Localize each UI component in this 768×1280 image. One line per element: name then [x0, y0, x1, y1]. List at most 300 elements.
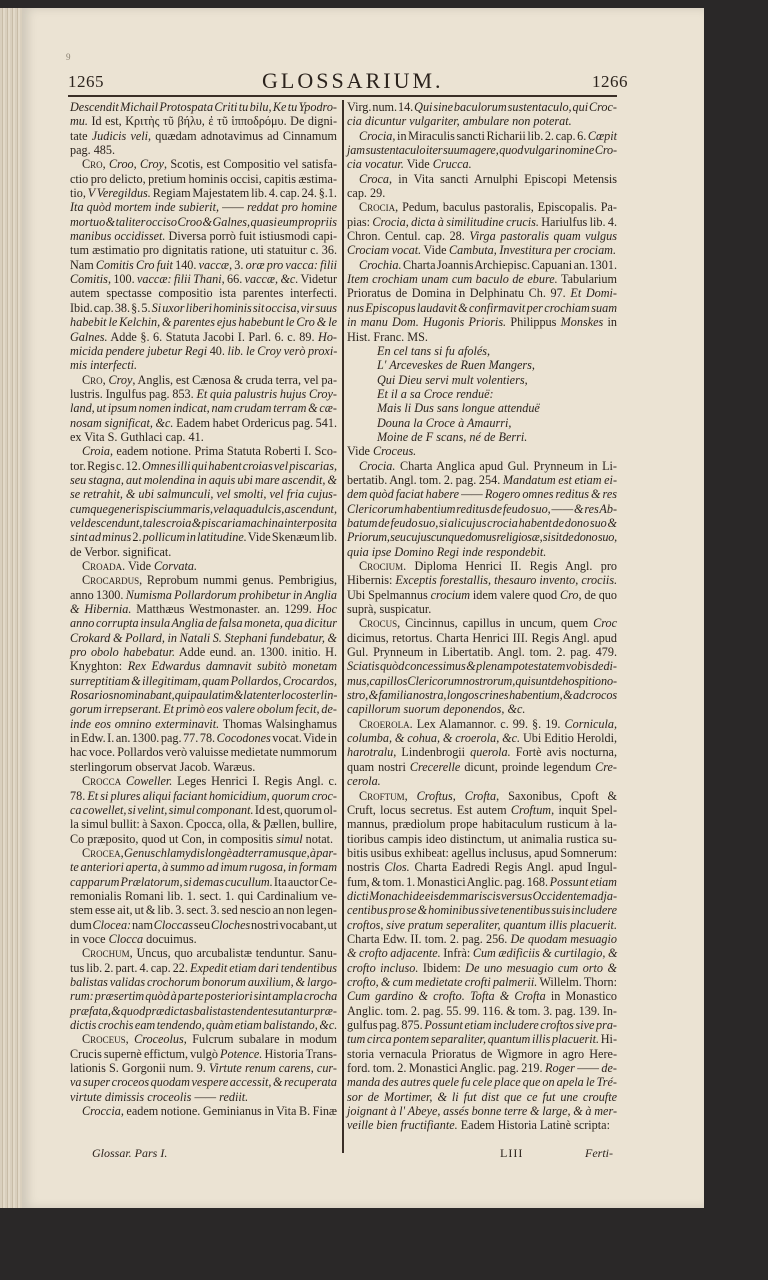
text-line: [347, 272, 617, 286]
italic-text: capparum Prælatorum, si demas cucullum.: [70, 874, 273, 889]
roman-text: Id est, quorum ol-: [253, 802, 337, 817]
roman-text: Co præposito, quod ut Con, in compositis: [70, 831, 277, 846]
italic-text: vaccæ, &c.: [244, 272, 299, 287]
text-line: [70, 387, 337, 401]
italic-text: vaccæ: [198, 257, 230, 272]
italic-text: Clocca: [108, 931, 144, 946]
text-line: [347, 129, 617, 143]
text-line: [347, 1032, 617, 1046]
text-line: [70, 803, 337, 817]
text-line: [347, 258, 617, 272]
text-line: [347, 401, 617, 415]
italic-text: Croca: [359, 171, 390, 186]
italic-text: Cocodones: [216, 731, 271, 746]
roman-text: in Edw. I. an. 1300. pag. 77. 78.: [70, 731, 217, 746]
roman-text: storia vernacula Prioratus de Wigmore in agro Here-: [347, 1046, 617, 1061]
italic-text: oræ pro vacca: filii: [245, 257, 337, 272]
italic-text: Omnes illi qui habent croias vel piscarias,: [141, 458, 337, 473]
italic-text: joignant à l' Abeye, assés bonne terre & large, & à mer-: [347, 1104, 617, 1119]
text-line: [347, 444, 617, 458]
text-line: [70, 645, 337, 659]
italic-text: Et quia palustris hujus Croy-: [196, 386, 337, 401]
italic-text: sint ad minus: [70, 530, 132, 545]
italic-text: dem quòd faciat habere —— Rogero omnes reditus & res: [347, 487, 617, 502]
text-line: [347, 688, 617, 702]
roman-text: ,: [102, 157, 110, 172]
text-line: [347, 358, 617, 372]
text-line: [347, 559, 617, 573]
italic-text: præfata, & quod prædictas balistas tendentes utantur præ-: [70, 1003, 337, 1018]
roman-text: ,: [125, 1032, 135, 1047]
italic-text: cia vocatur.: [347, 157, 404, 172]
roman-text: Thomas Walsinghamus: [219, 716, 337, 731]
roman-text: Tabularium: [557, 272, 617, 287]
italic-text: Rosarios nominabant, qui paulatim & latenter loco sterlin-: [70, 688, 338, 703]
italic-text: dictis crochis eam tendendo, quàm etiam balistando, &c.: [70, 1018, 338, 1032]
text-line: [347, 373, 617, 387]
italic-text: Expedit etiam dari tendentibus: [190, 960, 337, 975]
italic-text: croftos, sive pratum seperaliter, quantum illis placuerit.: [347, 917, 617, 932]
text-line: [347, 114, 617, 128]
text-line: [70, 573, 337, 587]
catchword: Ferti-: [585, 1146, 613, 1160]
roman-text: pias:: [347, 214, 373, 229]
roman-text: mannus, prædiolum prope habitaculum rusticum à la-: [347, 817, 617, 832]
text-line: [347, 243, 617, 257]
roman-text: Fortè avis nocturna,: [510, 745, 617, 760]
text-line: [347, 1118, 617, 1132]
text-line: [347, 286, 617, 300]
italic-text: inde eos omnino exterminavit.: [70, 716, 220, 731]
italic-text: Genus chlamydis longè ad terram usque, à par-: [123, 845, 337, 860]
italic-text: cumque generis piscium maris, vel aqua dulcis, ascendunt,: [70, 501, 337, 516]
text-line: [347, 817, 617, 831]
roman-text: Nam: [70, 257, 96, 272]
text-line: [70, 100, 337, 114]
text-line: [347, 659, 617, 673]
text-line: [70, 1061, 337, 1075]
italic-text: Qui sine baculorum sustentaculo, qui Croc-: [414, 100, 617, 114]
text-line: [70, 602, 337, 616]
roman-text: Ibid. cap. 38. §. 5.: [70, 300, 152, 315]
roman-text: , 66.: [221, 272, 245, 287]
italic-text: Possunt etiam includere croftos sive pra-: [424, 1018, 617, 1032]
italic-text: V Veregildus.: [87, 186, 151, 201]
italic-text: De quodam mesuagio: [510, 931, 617, 946]
roman-text: stem esse ait, ut & lib. 3. sect. 3. sed nescio an non legen-: [70, 903, 337, 918]
roman-text: autem spectasse compositio ista parentes interfecti.: [70, 286, 337, 301]
roman-text: gulfus pag. 875.: [347, 1018, 425, 1032]
text-line: [347, 645, 617, 659]
roman-text: tor. Regis c. 12.: [70, 458, 142, 473]
italic-text: Ho-: [318, 329, 337, 344]
italic-text: Croc: [593, 616, 617, 631]
roman-text: Chron. Centul. cap. 28.: [347, 229, 470, 244]
text-line: [70, 129, 337, 143]
text-line: [70, 616, 337, 630]
text-line: [70, 674, 337, 688]
text-line: [347, 487, 617, 501]
running-title: GLOSSARIUM.: [262, 68, 444, 93]
italic-text: Hoc: [316, 602, 337, 617]
text-line: [70, 430, 337, 444]
text-line: [70, 760, 337, 774]
italic-text: centibus pro se & hominibus sive tenentibus suis includere: [347, 903, 617, 918]
text-line: [347, 215, 617, 229]
text-line: [347, 975, 617, 989]
page-number-right: 1266: [592, 72, 628, 91]
roman-text: Eadem habet Ordericus pag. 541.: [173, 415, 337, 430]
italic-text: Croy: [140, 157, 164, 172]
roman-text: , Pedum, baculus pastoralis, Episcopalis. Pa-: [395, 200, 617, 215]
italic-text: Priorum, seu cujuscunque domus religiosæ, si sit de dono suo,: [347, 530, 617, 545]
text-line: [347, 143, 617, 157]
italic-text: Cre-: [595, 759, 617, 774]
roman-text: Vide: [403, 157, 433, 172]
roman-text: tus lib. 2. part. 4. cap. 22.: [70, 960, 191, 975]
roman-text: Virg. num. 14.: [347, 100, 415, 114]
text-line: [70, 817, 337, 831]
italic-text: vaccæ: filii Thani: [137, 272, 222, 287]
italic-text: Judicis veli: [91, 128, 149, 143]
italic-text: querola.: [470, 745, 511, 760]
roman-text: , 100.: [107, 272, 138, 287]
italic-text: cerola.: [347, 774, 381, 789]
text-line: [70, 1018, 337, 1032]
roman-text: la simul bullit: à Saxon. Cpocca, olla, & Ƿællen, bullire,: [70, 817, 337, 832]
text-line: [70, 1075, 337, 1089]
roman-text: quam nostri: [347, 759, 410, 774]
roman-text: Infrà:: [440, 946, 473, 961]
text-line: [70, 114, 337, 128]
text-line: [347, 602, 617, 616]
roman-text: suprà, suspicatur.: [347, 602, 432, 617]
roman-text: idem valere quod: [470, 587, 560, 602]
italic-text: mus, capillos Clericorum nostrorum, qui sunt de hospitio no-: [347, 673, 617, 688]
text-line: [347, 1090, 617, 1104]
pencil-mark: 9: [66, 52, 71, 62]
roman-text: , de quo: [578, 587, 617, 602]
roman-text: Charta Eadredi Regis Angl. apud Ingul-: [409, 860, 617, 875]
italic-text: Qui Dieu servi mult volentiers,: [377, 372, 528, 387]
italic-text: tum circa pontem separaliter, quantum illis placuerit.: [347, 1032, 600, 1047]
italic-text: ca cowellet, si velint, simul componant.: [70, 802, 254, 817]
text-line: [347, 702, 617, 716]
roman-text: ,: [120, 845, 124, 860]
roman-text: fum, & tom. 1. Monastici Anglic. pag. 168.: [347, 874, 550, 889]
roman-text: , quædam adnotavimus ad Cinnamum: [148, 128, 337, 143]
roman-text: Leges Henrici I. Regis Angl. c.: [172, 774, 338, 789]
text-line: [347, 889, 617, 903]
text-line: [347, 473, 617, 487]
roman-text: docuimus.: [143, 931, 197, 946]
italic-text: Croftum: [510, 802, 552, 817]
text-line: [70, 286, 337, 300]
italic-text: crofto, & cum medietate crofti palmerii.: [347, 974, 538, 989]
italic-text: Potence.: [220, 1046, 263, 1061]
italic-text: in manu Dom. Hugonis Prioris.: [347, 315, 507, 330]
text-line: [347, 1061, 617, 1075]
roman-text: lustris. Ingulfus pag. 853.: [70, 386, 197, 401]
italic-text: mu.: [70, 114, 88, 129]
roman-text: , Anglis, est Cænosa & cruda terra, vel pa-: [132, 372, 337, 387]
text-line: [70, 1004, 337, 1018]
text-line: [70, 731, 337, 745]
italic-text: Cambuta, Investitura per crociam.: [449, 243, 617, 258]
text-line: [70, 702, 337, 716]
text-line: [347, 430, 617, 444]
italic-text: & crofto adjacente.: [347, 946, 441, 961]
text-line: [70, 330, 337, 344]
headword: Croerola: [359, 716, 410, 731]
headword: Crocea: [82, 845, 121, 860]
text-line: [347, 918, 617, 932]
text-line: [347, 157, 617, 171]
text-line: [70, 516, 337, 530]
headword: Croftum: [359, 788, 405, 803]
headword: Crochum: [82, 946, 130, 961]
text-line: [347, 200, 617, 214]
roman-text: Id est, Κριτὴς τῦ βήλυ, ἐ τῦ ἱπποδρόμυ. De digni-: [87, 114, 337, 129]
italic-text: Crocia, dicta à similitudine crucis.: [372, 214, 539, 229]
italic-text: seu stagna, aut molendina in aquis ubi mare ascendit, &: [70, 472, 337, 487]
italic-text: manda des autres quele fu cele place que on apela le Tré-: [347, 1075, 617, 1090]
text-line: [347, 588, 617, 602]
italic-text: Crokard & Pollard, in Natali S. Stephani fundebatur, &: [70, 630, 337, 645]
page-number-left: 1265: [68, 72, 104, 91]
text-line: [347, 760, 617, 774]
roman-text: , Scotis, est Compositio vel satisfa-: [163, 157, 338, 172]
text-line: [70, 143, 337, 157]
text-line: [347, 875, 617, 889]
italic-text: Croccia: [82, 1104, 121, 1119]
italic-text: Crofta: [464, 788, 497, 803]
italic-text: rum: præsertim quòd à parte posteriori sint ampla crocha: [70, 989, 338, 1004]
roman-text: Hariulfus lib. 4.: [538, 214, 617, 229]
roman-text: Vide: [421, 243, 450, 258]
roman-text: Charta Joannis Archiepisc. Capuani an. 1301.: [401, 257, 617, 272]
italic-text: dicti Monachi de eisdem mariscis versus Occidentem adja-: [347, 888, 617, 903]
footer-volume-note: Glossar. Pars I.: [92, 1146, 168, 1160]
text-line: [70, 559, 337, 573]
text-line: [70, 961, 337, 975]
text-line: [70, 659, 337, 673]
roman-text: ,: [102, 372, 109, 387]
text-line: [347, 631, 617, 645]
text-line: [70, 745, 337, 759]
italic-text: quia ipse Domino Regi inde respondebit.: [347, 544, 547, 559]
signature-mark: LIII: [500, 1146, 524, 1160]
text-line: [347, 459, 617, 473]
roman-text: Anglic. tom. 2. pag. 55. 99. 116. & tom. 3. pag. 139. In-: [347, 1003, 617, 1018]
roman-text: remonialis Romani lib. 1. sect. 1. qui Cardinalium ve-: [70, 888, 337, 903]
italic-text: crocium: [430, 587, 471, 602]
italic-text: cia dicuntur vulgariter, ambulare non poterat.: [347, 114, 572, 129]
italic-text: veille bien fructifiante.: [347, 1118, 458, 1133]
roman-text: . Lex Alamannor. c. 99. §. 19.: [409, 716, 565, 731]
text-line: [70, 172, 337, 186]
roman-text: notat.: [302, 831, 334, 846]
text-line: [347, 186, 617, 200]
italic-text: balistas validas crochorum bonorum auxilium, & largo-: [70, 974, 337, 989]
text-line: [70, 1090, 337, 1104]
text-line: [70, 789, 337, 803]
roman-text: . Diploma Henrici II. Regis Angl. pro: [403, 559, 617, 573]
roman-text: , in Miraculis sancti Richarii lib. 2. cap. 6.: [392, 128, 588, 143]
roman-text: pag. 485.: [70, 143, 116, 158]
italic-text: Clocea:: [92, 917, 132, 932]
roman-text: , Cincinnus, capillus in uncum, quem: [397, 616, 594, 631]
text-line: [70, 774, 337, 788]
italic-text: Crochia.: [359, 257, 402, 272]
roman-text: , 3.: [229, 257, 246, 272]
text-line: [70, 459, 337, 473]
roman-text: , Fulcrum subalare in modum: [183, 1032, 338, 1047]
text-line: [70, 272, 337, 286]
italic-text: se retrahit, & ubi salmunculi, vel smolti, vel fria cujus-: [70, 487, 337, 502]
italic-text: nosam significat, &c.: [70, 415, 174, 430]
italic-text: Virtute renum carens, cur-: [208, 1061, 337, 1076]
italic-text: Et il a sa Croce renduë:: [377, 386, 494, 401]
roman-text: Ita auctor Ce-: [272, 874, 338, 889]
roman-text: Gul. Prynneum in Libertatib. Angl. tom. 2. pag. 479.: [347, 645, 617, 660]
italic-text: stro, & familia nostra, longos crines habentium, & ad crocos: [347, 688, 617, 703]
roman-text: Vide Skenæum lib.: [246, 530, 337, 545]
italic-text: Comitis: [70, 272, 108, 287]
text-line: [70, 157, 337, 171]
italic-text: crofto incluso.: [347, 960, 419, 975]
text-line: [347, 502, 617, 516]
roman-text: Charta Edw. II. tom. 2. pag. 256.: [347, 931, 511, 946]
italic-text: lib. le Croy verò proxi-: [227, 343, 338, 358]
text-line: [347, 1075, 617, 1089]
italic-text: Cro: [559, 587, 579, 602]
roman-text: Hibernis:: [347, 573, 396, 588]
text-line: [70, 932, 337, 946]
text-line: [70, 1047, 337, 1061]
italic-text: Moine de F scans, né de Berri.: [377, 429, 528, 444]
roman-text: sterlingorum observat Jacob. Waræus.: [70, 759, 256, 774]
italic-text: habebit le Kelchin, & parentes ejus habebunt le Cro & le: [70, 315, 337, 330]
roman-text: , Uncus, quo arcubalistæ tenduntur. Sanu-: [129, 946, 337, 961]
text-line: [70, 975, 337, 989]
italic-text: pro obolo habebatur.: [70, 645, 176, 660]
text-line: [70, 989, 337, 1003]
italic-text: Croftus: [416, 788, 453, 803]
italic-text: Crocia: [359, 128, 393, 143]
text-line: [70, 487, 337, 501]
text-line: [70, 875, 337, 889]
text-line: [347, 832, 617, 846]
text-line: [347, 961, 617, 975]
italic-text: Monskes: [560, 315, 604, 330]
text-line: [347, 416, 617, 430]
text-line: [70, 200, 337, 214]
roman-text: lationis S. Gorgonii num. 9.: [70, 1061, 209, 1076]
roman-text: , Reprobum nummi genus. Pembrigius,: [139, 573, 337, 588]
roman-text: Ubi Editio Heroldi,: [520, 731, 617, 746]
italic-text: Cornicula,: [564, 716, 617, 731]
text-line: [70, 832, 337, 846]
italic-text: Clos.: [384, 860, 410, 875]
text-line: [70, 846, 337, 860]
italic-text: Crucca.: [432, 157, 472, 172]
roman-text: , Lindenbrogii: [393, 745, 471, 760]
headword: Crocca: [82, 774, 122, 789]
roman-text: tio,: [70, 186, 88, 201]
text-line: [347, 674, 617, 688]
italic-text: Croia: [82, 444, 110, 459]
roman-text: ford. tom. 2. Monastici Anglic. pag. 219.: [347, 1061, 546, 1076]
italic-text: columba, & cohua, & croerola, &c.: [347, 731, 521, 746]
text-line: [347, 100, 617, 114]
roman-text: , eadem notione. Prima Statuta Roberti I. Sco-: [110, 444, 337, 459]
roman-text: ex Vita S. Guthlaci cap. 41.: [70, 429, 204, 444]
roman-text: Vide: [347, 444, 374, 459]
roman-text: 140.: [172, 257, 199, 272]
roman-text: cap. 29.: [347, 186, 386, 201]
italic-text: Croceus.: [373, 444, 417, 459]
italic-text: Ita quòd mortem inde subierit, —— reddat pro homine: [70, 200, 337, 215]
text-line: [70, 401, 337, 415]
italic-text: Numisma Pollardorum prohibetur in Anglia: [125, 587, 337, 602]
italic-text: Croceolus: [134, 1032, 184, 1047]
roman-text: Regiam Majestatem lib. 4. cap. 24. §.1.: [150, 186, 337, 201]
italic-text: Possunt etiam: [549, 874, 617, 889]
roman-text: Ibidem:: [418, 960, 466, 975]
text-line: [347, 903, 617, 917]
text-line: [70, 215, 337, 229]
italic-text: batum de feudo suo, si alicujus crocia habent de dono suo &: [347, 515, 617, 530]
text-line: [347, 229, 617, 243]
text-line: [347, 330, 617, 344]
italic-text: land, ut ipsum nomen indicat, nam crudam terram & cæ-: [70, 401, 337, 416]
text-line: [70, 545, 337, 559]
roman-text: Crucis supernè effictum, vulgò: [70, 1046, 221, 1061]
roman-text: Prioratus de Domina in Delphinatu Ch. 97.: [347, 286, 571, 301]
text-line: [347, 1104, 617, 1118]
roman-text: tioribus campis ideo distinctum, ut animalia rustica su-: [347, 831, 617, 846]
roman-text: dum: [70, 917, 93, 932]
italic-text: & Hibernia.: [70, 602, 132, 617]
text-line: [347, 774, 617, 788]
text-line: [70, 717, 337, 731]
headword: Cro: [82, 157, 103, 172]
italic-text: te anteriori aperta, à summo ad imum rugosa, in formam: [70, 860, 337, 875]
italic-text: Roger —— de-: [545, 1061, 617, 1076]
italic-text: Cœpit: [587, 128, 617, 143]
text-line: [70, 373, 337, 387]
italic-text: manibus occidisset.: [70, 229, 166, 244]
roman-text: Diversa porrò fuit istiusmodi capi-: [165, 229, 338, 244]
italic-text: Rex Edwardus damnavit subitò monetam: [127, 659, 337, 674]
text-line: [347, 789, 617, 803]
roman-text: Matthæus Westmonaster. an. 1299.: [131, 602, 317, 617]
text-line: [347, 301, 617, 315]
text-line: [347, 717, 617, 731]
roman-text: in Monastico: [545, 989, 617, 1004]
text-line: [347, 1004, 617, 1018]
roman-text: Adde eund. an. 1300. initio. H.: [175, 645, 337, 660]
roman-text: . Vide: [122, 559, 155, 573]
roman-text: anno 1300.: [70, 587, 126, 602]
italic-text: anno corrupta insula Anglia de falsa moneta, qua dicitur: [70, 616, 337, 631]
roman-text: dicunt, proinde legendum: [460, 759, 596, 774]
italic-text: Croy: [108, 372, 133, 387]
italic-text: Exceptis forestallis, thesauro invento, crociis.: [395, 573, 618, 588]
text-line: [70, 243, 337, 257]
text-line: [347, 387, 617, 401]
